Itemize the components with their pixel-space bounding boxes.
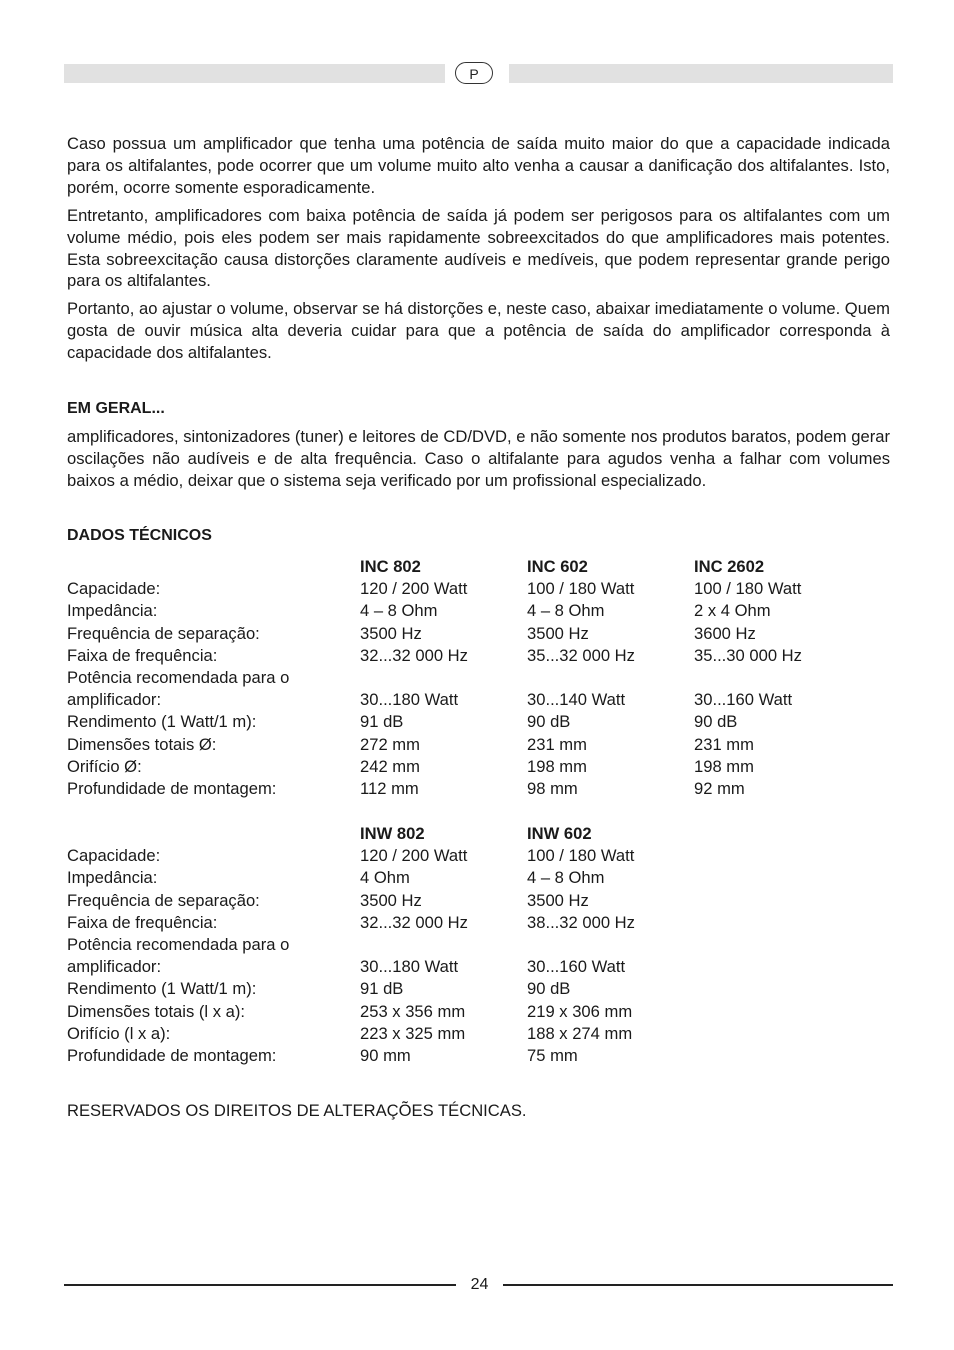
spec-value: 3500 Hz — [360, 890, 422, 910]
spec-value: 90 dB — [527, 979, 571, 999]
rights-notice: RESERVADOS OS DIREITOS DE ALTERAÇÕES TÉCNICAS. — [67, 1101, 527, 1120]
spec-value: 112 mm — [360, 778, 419, 798]
page-number: 24 — [470, 1276, 489, 1293]
header-bar-left — [64, 64, 445, 83]
spec-label: amplificador: — [67, 690, 162, 710]
model-name: INC 802 — [360, 557, 421, 576]
header-bar-right — [509, 64, 893, 83]
spec-value: 4 – 8 Ohm — [527, 601, 605, 621]
model-name: INW 602 — [527, 824, 592, 843]
model-name: INC 602 — [527, 557, 588, 576]
technical-heading: DADOS TÉCNICOS — [67, 527, 212, 544]
spec-value: 120 / 200 Watt — [360, 846, 468, 866]
spec-label: Faixa de frequência: — [67, 912, 218, 932]
intro-paragraph: Portanto, ao ajustar o volume, observar se há distorções e, neste caso, abaixar imediatamente o volume. Quem gosta de ouvir música alta deveria cuidar para que a potência de saída do amplificador corresponda à capacidade dos altifalantes. — [67, 299, 890, 362]
spec-value: 231 mm — [694, 734, 754, 754]
footer-line-right — [503, 1284, 893, 1286]
model-name: INC 2602 — [694, 557, 765, 576]
spec-value: 3500 Hz — [360, 623, 422, 643]
spec-value: 92 mm — [694, 778, 745, 798]
spec-label: Dimensões totais (l x a): — [67, 1001, 245, 1021]
spec-label: Capacidade: — [67, 579, 161, 599]
spec-label: Capacidade: — [67, 846, 161, 866]
spec-value: 32...32 000 Hz — [360, 912, 468, 932]
spec-value: 32...32 000 Hz — [360, 645, 468, 665]
spec-value: 188 x 274 mm — [527, 1023, 633, 1043]
spec-value: 100 / 180 Watt — [527, 579, 635, 599]
spec-value: 120 / 200 Watt — [360, 579, 468, 599]
spec-value: 35...30 000 Hz — [694, 645, 802, 665]
spec-value: 4 Ohm — [360, 868, 410, 888]
spec-label: Potência recomendada para o — [67, 934, 290, 954]
spec-value: 90 dB — [527, 712, 571, 732]
spec-label: Orifício (l x a): — [67, 1023, 171, 1043]
spec-value: 223 x 325 mm — [360, 1023, 466, 1043]
spec-value: 198 mm — [694, 756, 754, 776]
intro-paragraph: Caso possua um amplificador que tenha uma potência de saída muito maior do que a capacidade indicada para os altifalantes, pode ocorrer que um volume muito alto venha a causar a danificação dos altifalantes. Isto, porém, ocorre somente esporadicamente. — [67, 134, 890, 197]
spec-value: 100 / 180 Watt — [527, 846, 635, 866]
spec-value: 4 – 8 Ohm — [527, 868, 605, 888]
spec-value: 272 mm — [360, 734, 420, 754]
footer-line-left — [64, 1284, 456, 1286]
spec-value: 30...180 Watt — [360, 957, 459, 977]
spec-value: 91 dB — [360, 979, 404, 999]
spec-value: 100 / 180 Watt — [694, 579, 802, 599]
spec-label: Rendimento (1 Watt/1 m): — [67, 712, 257, 732]
spec-value: 98 mm — [527, 778, 578, 798]
spec-value: 30...160 Watt — [527, 957, 626, 977]
spec-label: Profundidade de montagem: — [67, 1045, 277, 1065]
spec-label: amplificador: — [67, 957, 162, 977]
spec-label: Impedância: — [67, 601, 158, 621]
spec-label: Frequência de separação: — [67, 623, 260, 643]
spec-label: Orifício Ø: — [67, 756, 142, 776]
spec-value: 253 x 356 mm — [360, 1001, 466, 1021]
spec-value: 30...140 Watt — [527, 690, 626, 710]
spec-label: Potência recomendada para o — [67, 667, 290, 687]
spec-label: Profundidade de montagem: — [67, 778, 277, 798]
spec-label: Rendimento (1 Watt/1 m): — [67, 979, 257, 999]
spec-value: 30...160 Watt — [694, 690, 793, 710]
spec-label: Frequência de separação: — [67, 890, 260, 910]
spec-value: 35...32 000 Hz — [527, 645, 635, 665]
spec-value: 90 mm — [360, 1045, 411, 1065]
spec-value: 3500 Hz — [527, 890, 589, 910]
spec-value: 219 x 306 mm — [527, 1001, 633, 1021]
spec-value: 3500 Hz — [527, 623, 589, 643]
general-paragraph: amplificadores, sintonizadores (tuner) e leitores de CD/DVD, e não somente nos produtos baratos, podem gerar oscilações não audíveis e de alta frequência. Caso o altifalante para agudos venha a falhar com volumes baixos a médio, deixar que o sistema seja verificado por um profissional especializado. — [67, 427, 890, 490]
spec-value: 242 mm — [360, 756, 420, 776]
spec-value: 91 dB — [360, 712, 404, 732]
intro-paragraph: Entretanto, amplificadores com baixa potência de saída já podem ser perigosos para os altifalantes com um volume médio, pois eles podem ser mais rapidamente sobreexcitados do que amplificadores mais potentes. Esta sobreexcitação causa distorções claramente audíveis e medíveis, que podem representar grande perigo para os altifalantes. — [67, 206, 890, 291]
language-badge: P — [455, 62, 493, 84]
spec-value: 30...180 Watt — [360, 690, 459, 710]
spec-label: Impedância: — [67, 868, 158, 888]
spec-value: 38...32 000 Hz — [527, 912, 635, 932]
spec-value: 90 dB — [694, 712, 738, 732]
spec-label: Faixa de frequência: — [67, 645, 218, 665]
spec-value: 4 – 8 Ohm — [360, 601, 438, 621]
spec-value: 2 x 4 Ohm — [694, 601, 771, 621]
spec-value: 3600 Hz — [694, 623, 756, 643]
spec-value: 198 mm — [527, 756, 587, 776]
spec-value: 75 mm — [527, 1045, 578, 1065]
spec-value: 231 mm — [527, 734, 587, 754]
spec-label: Dimensões totais Ø: — [67, 734, 217, 754]
general-heading: EM GERAL... — [67, 400, 165, 417]
model-name: INW 802 — [360, 824, 425, 843]
